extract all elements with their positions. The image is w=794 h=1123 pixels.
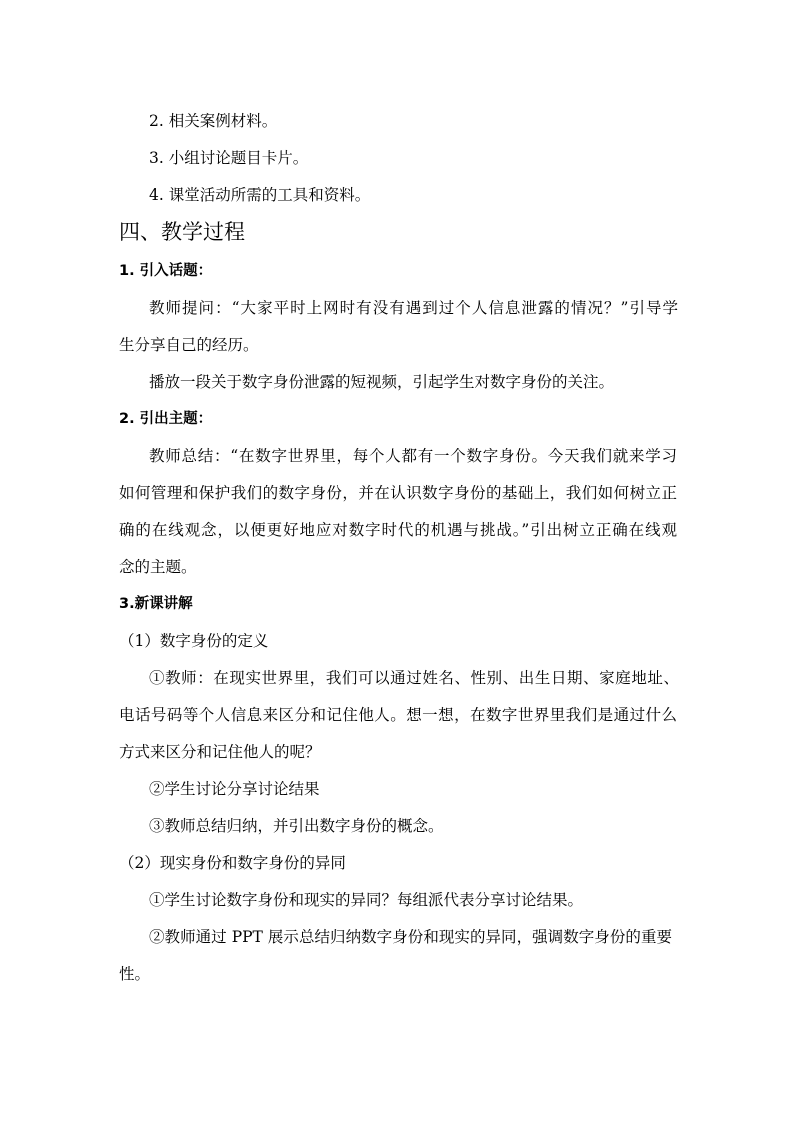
- step3-sub2-p2-line2: 性。: [119, 965, 151, 983]
- section-heading-teaching-process: 四、教学过程: [119, 220, 245, 244]
- step1-paragraph1-line1: 教师提问：“大家平时上网时有没有遇到过个人信息泄露的情况？”引导学: [149, 299, 678, 317]
- step3-heading: 3.新课讲解: [119, 596, 193, 612]
- step3-sub2-p2-line1: ②教师通过 PPT 展示总结归纳数字身份和现实的异同，强调数字身份的重要: [149, 928, 672, 946]
- step3-sub1-p2: ②学生讨论分享讨论结果: [149, 780, 320, 798]
- step3-sub1-title: （1）数字身份的定义: [119, 632, 269, 650]
- material-item-4: 4. 课堂活动所需的工具和资料。: [149, 186, 371, 204]
- step3-sub1-p1-line2: 电话号码等个人信息来区分和记住他人。想一想，在数字世界里我们是通过什么: [119, 706, 677, 724]
- material-item-2: 2. 相关案例材料。: [149, 112, 278, 130]
- step1-paragraph1-line2: 生分享自己的经历。: [119, 336, 259, 354]
- step3-sub1-p1-line3: 方式来区分和记住他人的呢？: [119, 743, 321, 761]
- step3-sub1-p3: ③教师总结归纳，并引出数字身份的概念。: [149, 817, 444, 835]
- step2-heading: 2. 引出主题：: [119, 411, 213, 427]
- step3-sub2-p1: ①学生讨论数字身份和现实的异同？每组派代表分享讨论结果。: [149, 891, 584, 909]
- material-item-3: 3. 小组讨论题目卡片。: [149, 149, 309, 167]
- step1-heading: 1. 引入话题：: [119, 263, 213, 279]
- step2-paragraph-line1: 教师总结：“在数字世界里，每个人都有一个数字身份。今天我们就来学习: [149, 447, 677, 465]
- step3-sub2-title: （2）现实身份和数字身份的异同: [119, 854, 346, 872]
- step1-paragraph2: 播放一段关于数字身份泄露的短视频，引起学生对数字身份的关注。: [149, 373, 615, 391]
- step2-paragraph-line2: 如何管理和保护我们的数字身份，并在认识数字身份的基础上，我们如何树立正: [119, 484, 677, 502]
- step2-paragraph-line3: 确的在线观念，以便更好地应对数字时代的机遇与挑战。”引出树立正确在线观: [119, 521, 677, 539]
- step3-sub1-p1-line1: ①教师：在现实世界里，我们可以通过姓名、性别、出生日期、家庭地址、: [149, 669, 679, 687]
- step2-paragraph-line4: 念的主题。: [119, 558, 197, 576]
